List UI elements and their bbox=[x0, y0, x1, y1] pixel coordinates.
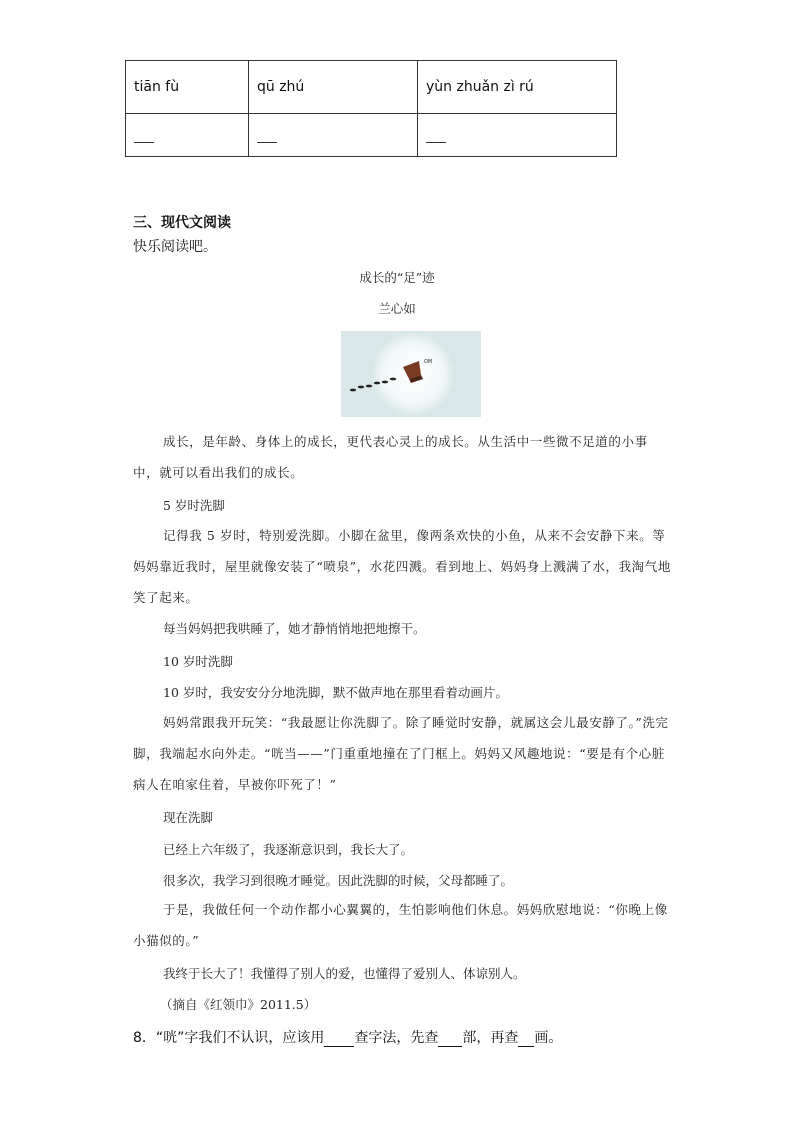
question-8-text-3: 部，再查 bbox=[462, 1030, 519, 1046]
paragraph-8: 我终于长大了！我懂得了别人的爱，也懂得了爱别人、体谅别人。 bbox=[163, 966, 526, 981]
pinyin-cell-3: yùn zhuǎn zì rú bbox=[418, 61, 617, 114]
question-8-text-4: 画。 bbox=[534, 1030, 563, 1046]
paragraph-1: 记得我 5 岁时，特别爱洗脚。小脚在盆里，像两条欢快的小鱼，从来不会安静下来。等妈妈靠近我时，屋里就像安装了“喷泉”，水花四溅。看到地上、妈妈身上溅满了水，我淘气地笑了起来。 bbox=[133, 528, 671, 605]
blank-line bbox=[134, 128, 154, 143]
answer-blank-2[interactable] bbox=[249, 114, 418, 157]
pinyin-cell-1: tiān fù bbox=[126, 61, 249, 114]
pinyin-table bbox=[125, 60, 617, 157]
answer-blank-method[interactable] bbox=[324, 1032, 354, 1047]
subheading-10-years: 10 岁时洗脚 bbox=[163, 654, 233, 669]
pinyin-cell-2: qū zhú bbox=[249, 61, 418, 114]
paragraph-7: 于是，我做任何一个动作都小心翼翼的，生怕影响他们休息。妈妈欣慰地说：“你晚上像小猫似的。” bbox=[133, 902, 668, 948]
paragraph-4: 妈妈常跟我开玩笑：“我最愿让你洗脚了。除了睡觉时安静，就属这会儿最安静了。”洗完脚，我端起水向外走。“咣当——”门重重地撞在了门框上。妈妈又风趣地说：“要是有个心脏病人在咱家住着，早被你吓死了！” bbox=[133, 715, 669, 792]
illustration-label: OM bbox=[424, 359, 433, 365]
paragraph-6: 很多次，我学习到很晚才睡觉。因此洗脚的时候，父母都睡了。 bbox=[163, 873, 514, 888]
paragraph-3: 10 岁时，我安安分分地洗脚，默不做声地在那里看着动画片。 bbox=[163, 685, 508, 700]
article-title: 成长的“足”迹 bbox=[359, 270, 435, 285]
footprints-illustration bbox=[341, 331, 481, 417]
question-8-text-1: 8．“咣”字我们不认识，应该用 bbox=[133, 1030, 325, 1046]
answer-blank-3[interactable] bbox=[418, 114, 617, 157]
answer-blank-radical[interactable] bbox=[438, 1032, 462, 1047]
answer-blank-strokes[interactable] bbox=[518, 1032, 534, 1047]
subheading-5-years: 5 岁时洗脚 bbox=[163, 498, 225, 513]
section-intro: 快乐阅读吧。 bbox=[133, 239, 217, 255]
question-8 bbox=[133, 1027, 562, 1047]
subheading-now: 现在洗脚 bbox=[163, 810, 214, 825]
paragraph-5: 已经上六年级了，我逐渐意识到，我长大了。 bbox=[163, 842, 414, 857]
paragraph-2: 每当妈妈把我哄睡了，她才静悄悄地把地擦干。 bbox=[163, 621, 426, 636]
article-source: （摘自《红领巾》2011.5） bbox=[160, 997, 317, 1012]
article-author: 兰心如 bbox=[378, 301, 416, 316]
question-8-text-2: 查字法，先查 bbox=[354, 1030, 439, 1046]
intro-paragraph: 成长，是年龄、身体上的成长，更代表心灵上的成长。从生活中一些微不足道的小事中，就可以看出我们的成长。 bbox=[133, 434, 648, 480]
section-heading: 三、现代文阅读 bbox=[133, 215, 231, 231]
blank-line bbox=[257, 128, 277, 143]
answer-blank-1[interactable] bbox=[126, 114, 249, 157]
blank-line bbox=[426, 128, 446, 143]
